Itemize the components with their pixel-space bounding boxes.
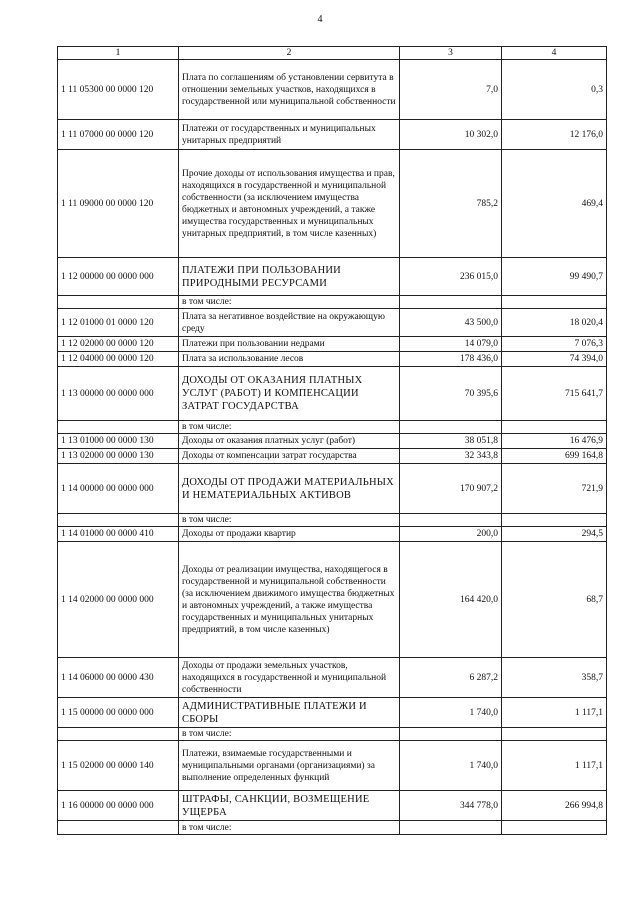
budget-code [58,728,179,741]
revenue-name: Доходы от продажи земельных участков, находящихся в государственной и муниципальной собственности [179,658,400,698]
budget-revenue-table [57,46,607,835]
table-row [58,514,607,527]
budget-code: 1 14 01000 00 0000 410 [58,527,179,542]
value-col3 [400,296,502,309]
value-col4 [502,421,607,434]
revenue-name: Доходы от компенсации затрат государства [179,449,400,464]
table-row [58,309,607,337]
value-col4: 266 994,8 [502,791,607,821]
table-row [58,150,607,258]
revenue-name: Платежи от государственных и муниципальных унитарных предприятий [179,120,400,150]
table-row [58,367,607,421]
value-col4: 721,9 [502,464,607,514]
revenue-name: Прочие доходы от использования имущества и прав, находящихся в государственной и муниципальной собственности (за исключением имущества бюджетных и автономных учреждений, а также имущества государственных и муниципальных унитарных предприятий, в том числе казенных) [179,150,400,258]
table-row [58,698,607,728]
value-col4: 99 490,7 [502,258,607,296]
value-col3: 200,0 [400,527,502,542]
revenue-name: Доходы от продажи квартир [179,527,400,542]
table-row [58,791,607,821]
budget-code: 1 12 04000 00 0000 120 [58,352,179,367]
budget-code: 1 11 05300 00 0000 120 [58,60,179,120]
budget-code: 1 12 02000 00 0000 120 [58,337,179,352]
value-col3: 38 051,8 [400,434,502,449]
revenue-name: АДМИНИСТРАТИВНЫЕ ПЛАТЕЖИ И СБОРЫ [179,698,400,728]
value-col4 [502,728,607,741]
value-col4: 16 476,9 [502,434,607,449]
revenue-name: в том числе: [179,821,400,835]
budget-code: 1 11 09000 00 0000 120 [58,150,179,258]
revenue-name: Плата за использование лесов [179,352,400,367]
revenue-name: ДОХОДЫ ОТ ПРОДАЖИ МАТЕРИАЛЬНЫХ И НЕМАТЕРИАЛЬНЫХ АКТИВОВ [179,464,400,514]
value-col4: 469,4 [502,150,607,258]
value-col4: 7 076,3 [502,337,607,352]
value-col3: 178 436,0 [400,352,502,367]
value-col4: 0,3 [502,60,607,120]
value-col4: 74 394,0 [502,352,607,367]
column-number-1: 1 [58,47,179,60]
column-number-header-row [58,47,607,60]
revenue-name: в том числе: [179,514,400,527]
table-row [58,258,607,296]
value-col3 [400,421,502,434]
revenue-name: Плата за негативное воздействие на окружающую среду [179,309,400,337]
value-col3: 164 420,0 [400,542,502,658]
budget-code: 1 16 00000 00 0000 000 [58,791,179,821]
table-row [58,464,607,514]
value-col3: 236 015,0 [400,258,502,296]
table-row [58,434,607,449]
page-number: 4 [317,14,323,25]
budget-code: 1 14 06000 00 0000 430 [58,658,179,698]
value-col4 [502,296,607,309]
value-col3: 6 287,2 [400,658,502,698]
value-col3: 14 079,0 [400,337,502,352]
value-col3: 70 395,6 [400,367,502,421]
value-col4 [502,821,607,835]
column-number-2: 2 [179,47,400,60]
revenue-name: ПЛАТЕЖИ ПРИ ПОЛЬЗОВАНИИ ПРИРОДНЫМИ РЕСУРСАМИ [179,258,400,296]
table-row [58,60,607,120]
revenue-name: Платежи при пользовании недрами [179,337,400,352]
value-col3: 1 740,0 [400,741,502,791]
value-col4: 12 176,0 [502,120,607,150]
revenue-name: Доходы от реализации имущества, находящегося в государственной и муниципальной собственности (за исключением движимого имущества бюджетных и автономных учреждений, а также имущества государственных и муниципальных унитарных предприятий, в том числе казенных) [179,542,400,658]
budget-code [58,821,179,835]
table-row [58,728,607,741]
table-row [58,821,607,835]
value-col4: 1 117,1 [502,741,607,791]
value-col4 [502,514,607,527]
value-col3: 43 500,0 [400,309,502,337]
revenue-name: ШТРАФЫ, САНКЦИИ, ВОЗМЕЩЕНИЕ УЩЕРБА [179,791,400,821]
budget-code [58,296,179,309]
value-col3: 170 907,2 [400,464,502,514]
value-col3: 344 778,0 [400,791,502,821]
revenue-name: в том числе: [179,421,400,434]
revenue-name: в том числе: [179,728,400,741]
revenue-name: Плата по соглашениям об установлении сервитута в отношении земельных участков, находящихся в государственной или муниципальной собственности [179,60,400,120]
budget-code: 1 15 00000 00 0000 000 [58,698,179,728]
value-col3: 32 343,8 [400,449,502,464]
budget-code: 1 13 01000 00 0000 130 [58,434,179,449]
table-row [58,352,607,367]
value-col3: 10 302,0 [400,120,502,150]
table-row [58,120,607,150]
revenue-name: Доходы от оказания платных услуг (работ) [179,434,400,449]
budget-code: 1 11 07000 00 0000 120 [58,120,179,150]
value-col3: 785,2 [400,150,502,258]
table-row [58,741,607,791]
budget-code: 1 13 00000 00 0000 000 [58,367,179,421]
budget-code: 1 12 00000 00 0000 000 [58,258,179,296]
value-col3 [400,728,502,741]
value-col4: 699 164,8 [502,449,607,464]
table-row [58,542,607,658]
value-col3: 1 740,0 [400,698,502,728]
table-row [58,658,607,698]
table-row [58,337,607,352]
value-col4: 358,7 [502,658,607,698]
value-col4: 294,5 [502,527,607,542]
table-row [58,449,607,464]
table-row [58,421,607,434]
value-col3 [400,514,502,527]
column-number-4: 4 [502,47,607,60]
budget-code [58,514,179,527]
revenue-name: ДОХОДЫ ОТ ОКАЗАНИЯ ПЛАТНЫХ УСЛУГ (РАБОТ) И КОМПЕНСАЦИИ ЗАТРАТ ГОСУДАРСТВА [179,367,400,421]
budget-code: 1 15 02000 00 0000 140 [58,741,179,791]
value-col4: 18 020,4 [502,309,607,337]
value-col4: 715 641,7 [502,367,607,421]
budget-code: 1 14 02000 00 0000 000 [58,542,179,658]
revenue-name: Платежи, взимаемые государственными и муниципальными органами (организациями) за выполнение определенных функций [179,741,400,791]
budget-code [58,421,179,434]
table-row [58,527,607,542]
revenue-name: в том числе: [179,296,400,309]
column-number-3: 3 [400,47,502,60]
value-col4: 68,7 [502,542,607,658]
value-col4: 1 117,1 [502,698,607,728]
budget-code: 1 14 00000 00 0000 000 [58,464,179,514]
value-col3: 7,0 [400,60,502,120]
budget-code: 1 13 02000 00 0000 130 [58,449,179,464]
value-col3 [400,821,502,835]
budget-code: 1 12 01000 01 0000 120 [58,309,179,337]
table-row [58,296,607,309]
